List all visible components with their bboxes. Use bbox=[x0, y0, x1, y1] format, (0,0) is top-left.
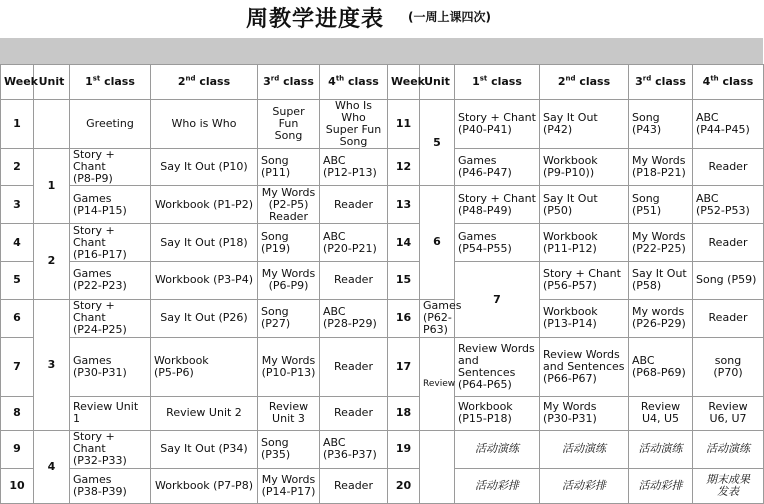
header-c1: 1st class bbox=[70, 65, 151, 100]
class-cell: Reader bbox=[320, 186, 388, 224]
class-cell: 活动彩排 bbox=[540, 468, 629, 503]
week-number: 19 bbox=[388, 430, 420, 468]
class-cell: Reader bbox=[320, 468, 388, 503]
class-cell: Games (P22-P23) bbox=[70, 262, 151, 299]
week-number: 6 bbox=[1, 299, 34, 337]
week-number: 20 bbox=[388, 468, 420, 503]
class-cell: My Words (P6-P9) bbox=[258, 262, 320, 299]
class-cell: Story + Chant (P16-P17) bbox=[70, 224, 151, 262]
header-c3: 3rd class bbox=[629, 65, 693, 100]
schedule-table bbox=[0, 64, 764, 504]
week-number: 3 bbox=[1, 186, 34, 224]
week-number: 1 bbox=[1, 100, 34, 149]
class-cell: Review Unit 2 bbox=[151, 396, 258, 430]
unit-number: 1 bbox=[34, 149, 70, 224]
class-cell: Say It Out (P26) bbox=[151, 299, 258, 337]
class-cell: My Words (P22-P25) bbox=[629, 224, 693, 262]
class-cell: My words (P26-P29) bbox=[629, 299, 693, 337]
class-cell: Reader bbox=[320, 396, 388, 430]
class-cell: Song (P43) bbox=[629, 100, 693, 149]
class-cell: Review Unit 3 bbox=[258, 396, 320, 430]
week-number: 12 bbox=[388, 149, 420, 186]
week-number: 2 bbox=[1, 149, 34, 186]
class-cell: 活动彩排 bbox=[455, 468, 540, 503]
class-cell: Who is Who bbox=[151, 100, 258, 149]
class-cell: Story + Chant (P56-P57) bbox=[540, 262, 629, 299]
class-cell: Games (P46-P47) bbox=[455, 149, 540, 186]
class-cell: My Words (P18-P21) bbox=[629, 149, 693, 186]
class-cell: Games (P38-P39) bbox=[70, 468, 151, 503]
class-cell: Reader bbox=[320, 337, 388, 396]
class-cell: Workbook (P15-P18) bbox=[455, 396, 540, 430]
class-cell: My Words (P2-P5) Reader bbox=[258, 186, 320, 224]
class-cell: Review U6, U7 bbox=[693, 396, 764, 430]
title-bar bbox=[0, 0, 763, 38]
table-row bbox=[1, 100, 764, 149]
header-c3: 3rd class bbox=[258, 65, 320, 100]
week-number: 10 bbox=[1, 468, 34, 503]
table-row bbox=[1, 186, 764, 224]
class-cell: Story + Chant (P48-P49) bbox=[455, 186, 540, 224]
week-number: 16 bbox=[388, 299, 420, 337]
week-number: 13 bbox=[388, 186, 420, 224]
week-number: 9 bbox=[1, 430, 34, 468]
week-number: 8 bbox=[1, 396, 34, 430]
week-number: 7 bbox=[1, 337, 34, 396]
week-number: 5 bbox=[1, 262, 34, 299]
unit-number: 6 bbox=[420, 186, 455, 299]
class-cell: My Words (P10-P13) bbox=[258, 337, 320, 396]
class-cell: Games (P54-P55) bbox=[455, 224, 540, 262]
unit-number bbox=[420, 430, 455, 503]
week-number: 4 bbox=[1, 224, 34, 262]
class-cell: 活动演练 bbox=[693, 430, 764, 468]
header-week: Week bbox=[388, 65, 420, 100]
class-cell: Reader bbox=[320, 262, 388, 299]
header-c2: 2nd class bbox=[540, 65, 629, 100]
class-cell: Workbook (P1-P2) bbox=[151, 186, 258, 224]
class-cell: Greeting bbox=[70, 100, 151, 149]
unit-number: 2 bbox=[34, 224, 70, 299]
class-cell: Story + Chant (P8-P9) bbox=[70, 149, 151, 186]
class-cell: ABC (P20-P21) bbox=[320, 224, 388, 262]
week-number: 11 bbox=[388, 100, 420, 149]
unit-number bbox=[34, 100, 70, 149]
unit-number: 3 bbox=[34, 299, 70, 430]
page-title: 周教学进度表 bbox=[246, 7, 385, 32]
unit-number: 5 bbox=[420, 100, 455, 186]
week-number: 15 bbox=[388, 262, 420, 299]
page-subtitle: (一周上课四次) bbox=[408, 10, 491, 24]
unit-number: Review bbox=[420, 337, 455, 430]
table-row bbox=[1, 149, 764, 186]
table-row bbox=[1, 396, 764, 430]
table-row bbox=[1, 430, 764, 468]
class-cell: Workbook (P5-P6) bbox=[151, 337, 258, 396]
table-row bbox=[1, 468, 764, 503]
week-number: 17 bbox=[388, 337, 420, 396]
class-cell: 活动演练 bbox=[629, 430, 693, 468]
class-cell: Song (P59) bbox=[693, 262, 764, 299]
class-cell: My Words (P30-P31) bbox=[540, 396, 629, 430]
header-c1: 1st class bbox=[455, 65, 540, 100]
class-cell: Story + Chant (P32-P33) bbox=[70, 430, 151, 468]
class-cell: Workbook (P13-P14) bbox=[540, 299, 629, 337]
table-row bbox=[1, 299, 764, 337]
class-cell: Review Words and Sentences (P64-P65) bbox=[455, 337, 540, 396]
class-cell: Games (P30-P31) bbox=[70, 337, 151, 396]
class-cell: Story + Chant (P40-P41) bbox=[455, 100, 540, 149]
header-unit: Unit bbox=[34, 65, 70, 100]
class-cell: 活动彩排 bbox=[629, 468, 693, 503]
class-cell: Say It Out (P42) bbox=[540, 100, 629, 149]
class-cell: Review Words and Sentences (P66-P67) bbox=[540, 337, 629, 396]
class-cell: Super Fun Song bbox=[258, 100, 320, 149]
week-number: 14 bbox=[388, 224, 420, 262]
class-cell: Say It Out (P58) bbox=[629, 262, 693, 299]
class-cell: Games (P62-P63) bbox=[420, 299, 455, 337]
class-cell: Workbook (P9-P10)) bbox=[540, 149, 629, 186]
class-cell: 期末成果 发表 bbox=[693, 468, 764, 503]
class-cell: Song (P35) bbox=[258, 430, 320, 468]
class-cell: My Words (P14-P17) bbox=[258, 468, 320, 503]
class-cell: Say It Out (P50) bbox=[540, 186, 629, 224]
class-cell: Song (P27) bbox=[258, 299, 320, 337]
header-row bbox=[1, 65, 764, 100]
class-cell: ABC (P36-P37) bbox=[320, 430, 388, 468]
class-cell: Song (P51) bbox=[629, 186, 693, 224]
class-cell: Review U4, U5 bbox=[629, 396, 693, 430]
class-cell: ABC (P44-P45) bbox=[693, 100, 764, 149]
table-row bbox=[1, 262, 764, 299]
header-week: Week bbox=[1, 65, 34, 100]
table-row bbox=[1, 337, 764, 396]
header-c4: 4th class bbox=[320, 65, 388, 100]
class-cell: Reader bbox=[693, 299, 764, 337]
class-cell: Story + Chant (P24-P25) bbox=[70, 299, 151, 337]
class-cell: Workbook (P3-P4) bbox=[151, 262, 258, 299]
class-cell: Say It Out (P10) bbox=[151, 149, 258, 186]
class-cell: ABC (P12-P13) bbox=[320, 149, 388, 186]
table-row bbox=[1, 224, 764, 262]
class-cell: Review Unit 1 bbox=[70, 396, 151, 430]
unit-number: 7 bbox=[455, 262, 540, 337]
class-cell: ABC (P52-P53) bbox=[693, 186, 764, 224]
class-cell: Workbook (P7-P8) bbox=[151, 468, 258, 503]
header-band bbox=[0, 38, 763, 64]
week-number: 18 bbox=[388, 396, 420, 430]
class-cell: Say It Out (P18) bbox=[151, 224, 258, 262]
class-cell: 活动演练 bbox=[540, 430, 629, 468]
class-cell: Reader bbox=[693, 224, 764, 262]
class-cell: Games (P14-P15) bbox=[70, 186, 151, 224]
class-cell: Workbook (P11-P12) bbox=[540, 224, 629, 262]
unit-number: 4 bbox=[34, 430, 70, 503]
header-c4: 4th class bbox=[693, 65, 764, 100]
class-cell: song (P70) bbox=[693, 337, 764, 396]
class-cell: Song (P19) bbox=[258, 224, 320, 262]
class-cell: Song (P11) bbox=[258, 149, 320, 186]
class-cell: 活动演练 bbox=[455, 430, 540, 468]
class-cell: ABC (P68-P69) bbox=[629, 337, 693, 396]
header-unit: Unit bbox=[420, 65, 455, 100]
header-c2: 2nd class bbox=[151, 65, 258, 100]
class-cell: Who Is Who Super Fun Song bbox=[320, 100, 388, 149]
class-cell: Reader bbox=[693, 149, 764, 186]
class-cell: ABC (P28-P29) bbox=[320, 299, 388, 337]
class-cell: Say It Out (P34) bbox=[151, 430, 258, 468]
